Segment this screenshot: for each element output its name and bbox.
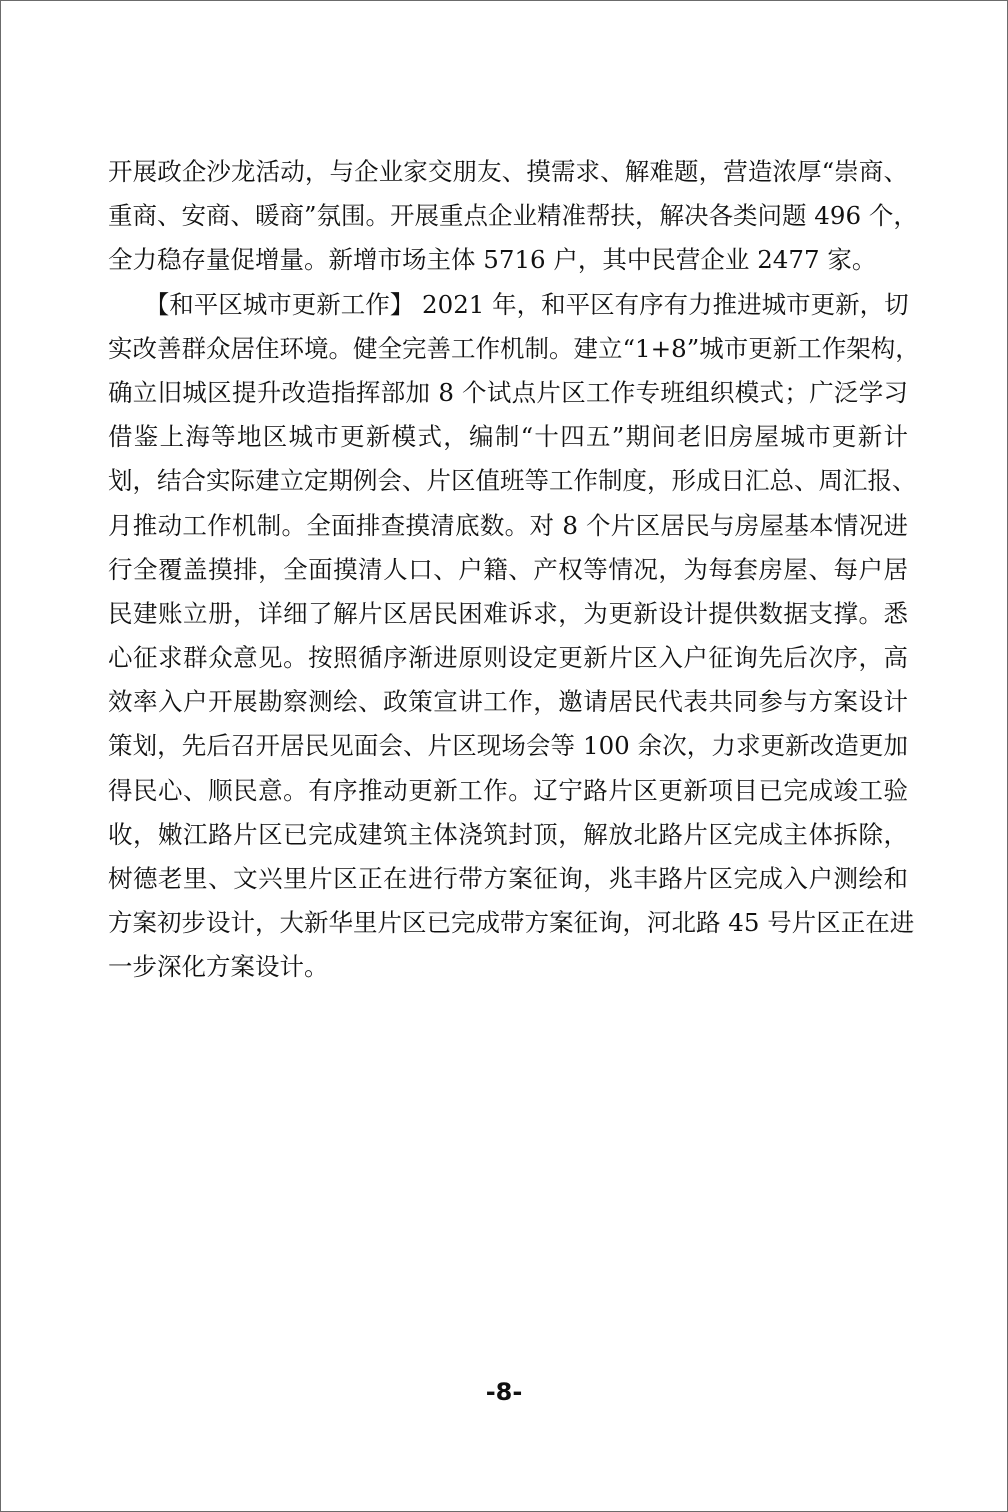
text-line: 树德老里、文兴里片区正在进行带方案征询，兆丰路片区完成入户测绘和	[108, 864, 908, 893]
text-line: 民建账立册，详细了解片区居民困难诉求，为更新设计提供数据支撑。悉	[108, 598, 908, 628]
text-line: 行全覆盖摸排，全面摸清人口、户籍、产权等情况，为每套房屋、每户居	[108, 554, 908, 584]
text-line: 重商、安商、暖商”氛围。开展重点企业精准帮扶，解决各类问题 496 个，	[108, 201, 918, 231]
text-line: 月推动工作机制。全面排查摸清底数。对 8 个片区居民与房屋基本情况进	[108, 510, 908, 540]
section-heading-line: 【和平区城市更新工作】 2021 年，和平区有序有力推进城市更新，切	[108, 289, 909, 319]
text-line: 划，结合实际建立定期例会、片区值班等工作制度，形成日汇总、周汇报、	[108, 466, 917, 496]
text-line: 收，嫩江路片区已完成建筑主体浇筑封顶，解放北路片区完成主体拆除，	[108, 819, 908, 849]
page-number: -8-	[485, 1378, 523, 1406]
text-line: 效率入户开展勘察测绘、政策宣讲工作，邀请居民代表共同参与方案设计	[108, 687, 908, 717]
text-line: 借鉴上海等地区城市更新模式，编制“十四五”期间老旧房屋城市更新计	[108, 422, 908, 452]
text-line: 全力稳存量促增量。新增市场主体 5716 户，其中民营企业 2477 家。	[108, 245, 877, 275]
text-line: 实改善群众居住环境。健全完善工作机制。建立“1+8”城市更新工作架构，	[108, 333, 920, 363]
text-line: 心征求群众意见。按照循序渐进原则设定更新片区入户征询先后次序，高	[108, 643, 908, 673]
text-line: 确立旧城区提升改造指挥部加 8 个试点片区工作专班组织模式；广泛学习	[108, 377, 908, 407]
text-line: 开展政企沙龙活动，与企业家交朋友、摸需求、解难题，营造浓厚“崇商、	[108, 157, 908, 186]
text-line: 策划，先后召开居民见面会、片区现场会等 100 余次，力求更新改造更加	[108, 731, 908, 761]
document-body	[108, 150, 920, 990]
text-line: 一步深化方案设计。	[108, 952, 329, 982]
text-line: 得民心、顺民意。有序推动更新工作。辽宁路片区更新项目已完成竣工验	[108, 775, 908, 805]
text-line: 方案初步设计，大新华里片区已完成带方案征询，河北路 45 号片区正在进	[108, 908, 915, 938]
